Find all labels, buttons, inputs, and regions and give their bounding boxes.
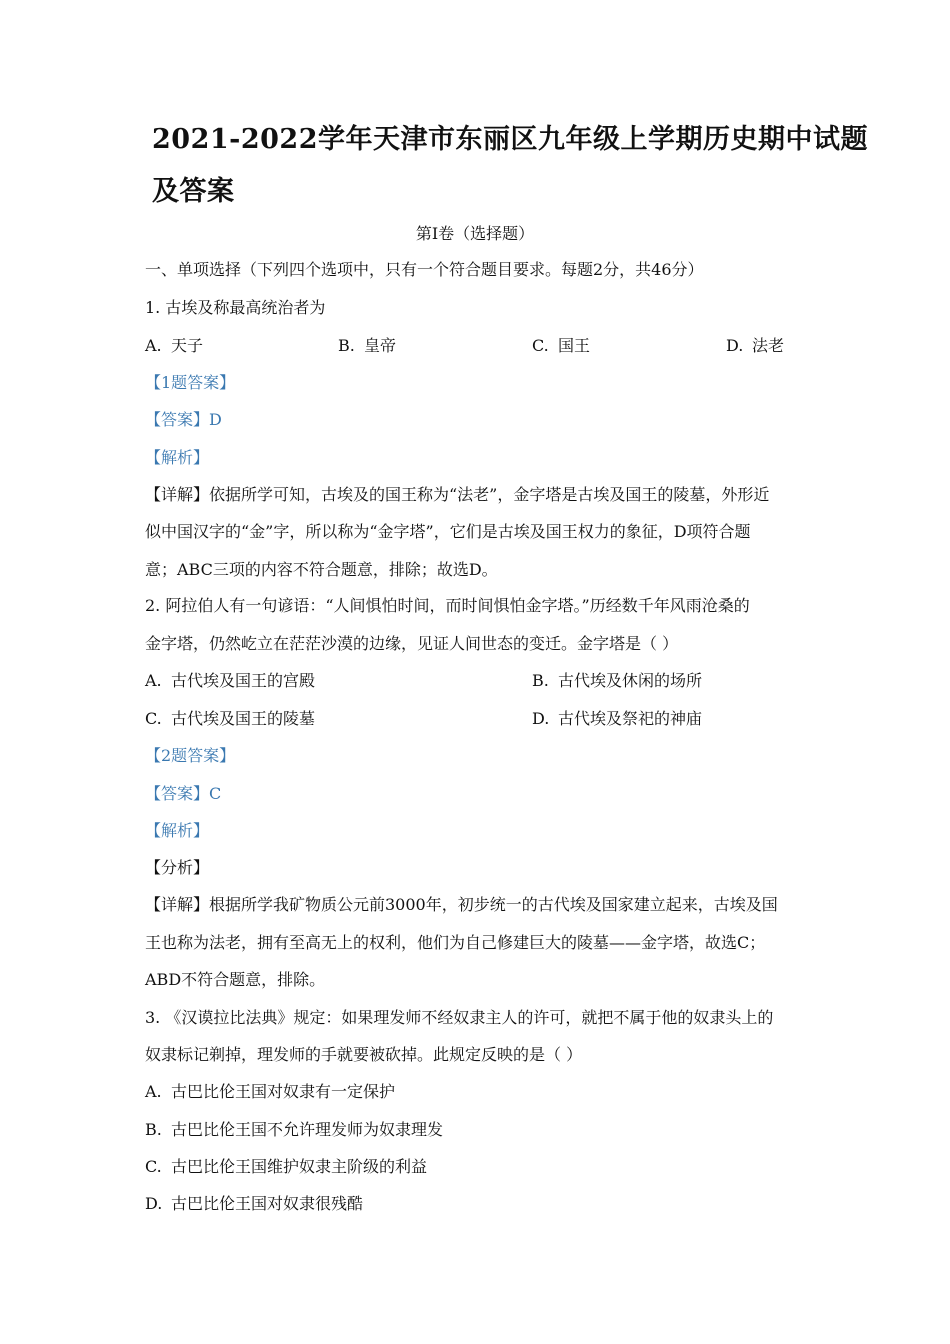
volume-heading: 第Ⅰ卷（选择题） <box>415 224 535 243</box>
q1-option-b: B. 皇帝 <box>338 336 397 355</box>
q1-detail-line3: 意；ABC三项的内容不符合题意，排除；故选D。 <box>145 560 498 579</box>
q1-option-c: C. 国王 <box>532 336 591 355</box>
q3-option-c: C. 古巴比伦王国维护奴隶主阶级的利益 <box>145 1157 428 1176</box>
q1-analysis-header: 【解析】 <box>145 448 210 467</box>
q2-answer-header: 【2题答案】 <box>145 746 236 765</box>
document-title-line2: 及答案 <box>152 176 235 207</box>
q3-stem-line2: 奴隶标记剃掉，理发师的手就要被砍掉。此规定反映的是（ ） <box>145 1045 583 1064</box>
q1-option-d: D. 法老 <box>726 336 785 355</box>
q1-option-a: A. 天子 <box>145 336 204 355</box>
section-heading: 一、单项选择（下列四个选项中，只有一个符合题目要求。每题2分，共46分） <box>145 260 704 279</box>
q2-answer: 【答案】C <box>145 784 222 803</box>
q1-detail-line2: 似中国汉字的“金”字，所以称为“金字塔”，它们是古埃及国王权力的象征，D项符合题 <box>145 522 751 541</box>
document-title-line1: 2021-2022学年天津市东丽区九年级上学期历史期中试题 <box>152 124 868 155</box>
q3-stem-line1: 3. 《汉谟拉比法典》规定：如果理发师不经奴隶主人的许可，就把不属于他的奴隶头上的 <box>145 1008 774 1027</box>
q2-fenxi-header: 【分析】 <box>145 858 210 877</box>
q3-option-b: B. 古巴比伦王国不允许理发师为奴隶理发 <box>145 1120 444 1139</box>
q2-detail-line3: ABD不符合题意，排除。 <box>145 970 326 989</box>
q2-option-c: C. 古代埃及国王的陵墓 <box>145 709 316 728</box>
q3-option-d: D. 古巴比伦王国对奴隶很残酷 <box>145 1194 364 1213</box>
q3-option-a: A. 古巴比伦王国对奴隶有一定保护 <box>145 1082 396 1101</box>
q2-option-a: A. 古代埃及国王的宫殿 <box>145 671 316 690</box>
q2-analysis-header: 【解析】 <box>145 821 210 840</box>
q1-stem: 1. 古埃及称最高统治者为 <box>145 298 326 317</box>
q1-answer: 【答案】D <box>145 410 222 429</box>
q2-option-d: D. 古代埃及祭祀的神庙 <box>532 709 703 728</box>
q2-detail-line1: 【详解】根据所学我矿物质公元前3000年，初步统一的古代埃及国家建立起来，古埃及国 <box>145 895 778 914</box>
q2-stem-line1: 2. 阿拉伯人有一句谚语：“人间惧怕时间，而时间惧怕金字塔。”历经数千年风雨沧桑的 <box>145 596 750 615</box>
q2-option-b: B. 古代埃及休闲的场所 <box>532 671 703 690</box>
q2-detail-line2: 王也称为法老，拥有至高无上的权利，他们为自己修建巨大的陵墓——金字塔，故选C； <box>145 933 766 952</box>
q1-answer-header: 【1题答案】 <box>145 373 236 392</box>
q1-detail-line1: 【详解】依据所学可知，古埃及的国王称为“法老”，金字塔是古埃及国王的陵墓，外形近 <box>145 485 770 504</box>
q2-stem-line2: 金字塔，仍然屹立在茫茫沙漠的边缘，见证人间世态的变迁。金字塔是（ ） <box>145 634 679 653</box>
